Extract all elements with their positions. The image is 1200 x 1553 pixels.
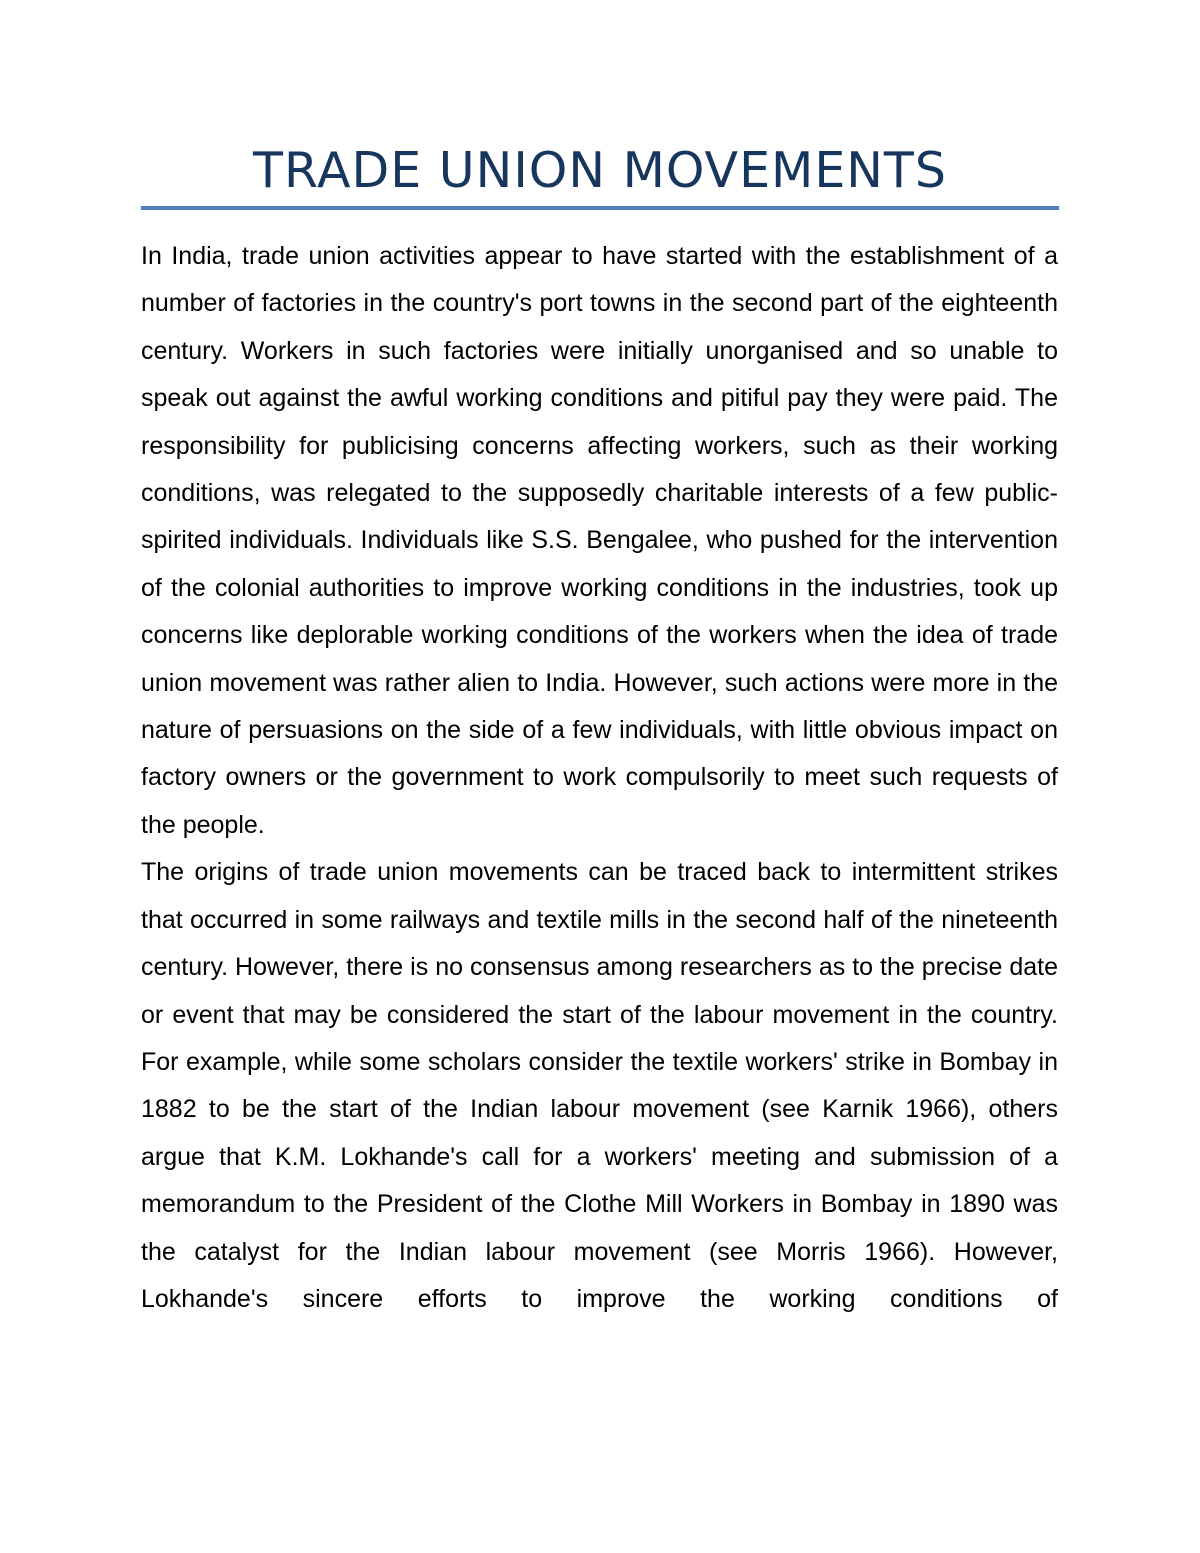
title-underline xyxy=(141,206,1059,210)
paragraph-2: The origins of trade union movements can be traced back to intermittent strikes that occurred in some railways and textile mills in the second half of the nineteenth century. However, there is no consensus among researchers as to the precise date or event that may be considered the start of the labour movement in the country. For example, while some scholars consider the textile workers' strike in Bombay in 1882 to be the start of the Indian labour movement (see Karnik 1966), others argue that K.M. Lokhande's call for a workers' meeting and submission of a memorandum to the President of the Clothe Mill Workers in Bombay in 1890 was the catalyst for the Indian labour movement (see Morris 1966). However, Lokhande's sincere efforts to improve the working conditions of xyxy=(141,858,1058,1313)
body-text xyxy=(141,233,1058,1323)
title-block xyxy=(141,140,1059,210)
page-title: TRADE UNION MOVEMENTS xyxy=(253,142,947,199)
paragraph-1: In India, trade union activities appear to have started with the establishment of a number of factories in the country's port towns in the second part of the eighteenth century. Workers in such factories were initially unorganised and so unable to speak out against the awful working conditions and pitiful pay they were paid. The responsibility for publicising concerns affecting workers, such as their working conditions, was relegated to the supposedly charitable interests of a few public-spirited individuals. Individuals like S.S. Bengalee, who pushed for the intervention of the colonial authorities to improve working conditions in the industries, took up concerns like deplorable working conditions of the workers when the idea of trade union movement was rather alien to India. However, such actions were more in the nature of persuasions on the side of a few individuals, with little obvious impact on factory owners or the government to work compulsorily to meet such requests of the people. xyxy=(141,242,1058,839)
